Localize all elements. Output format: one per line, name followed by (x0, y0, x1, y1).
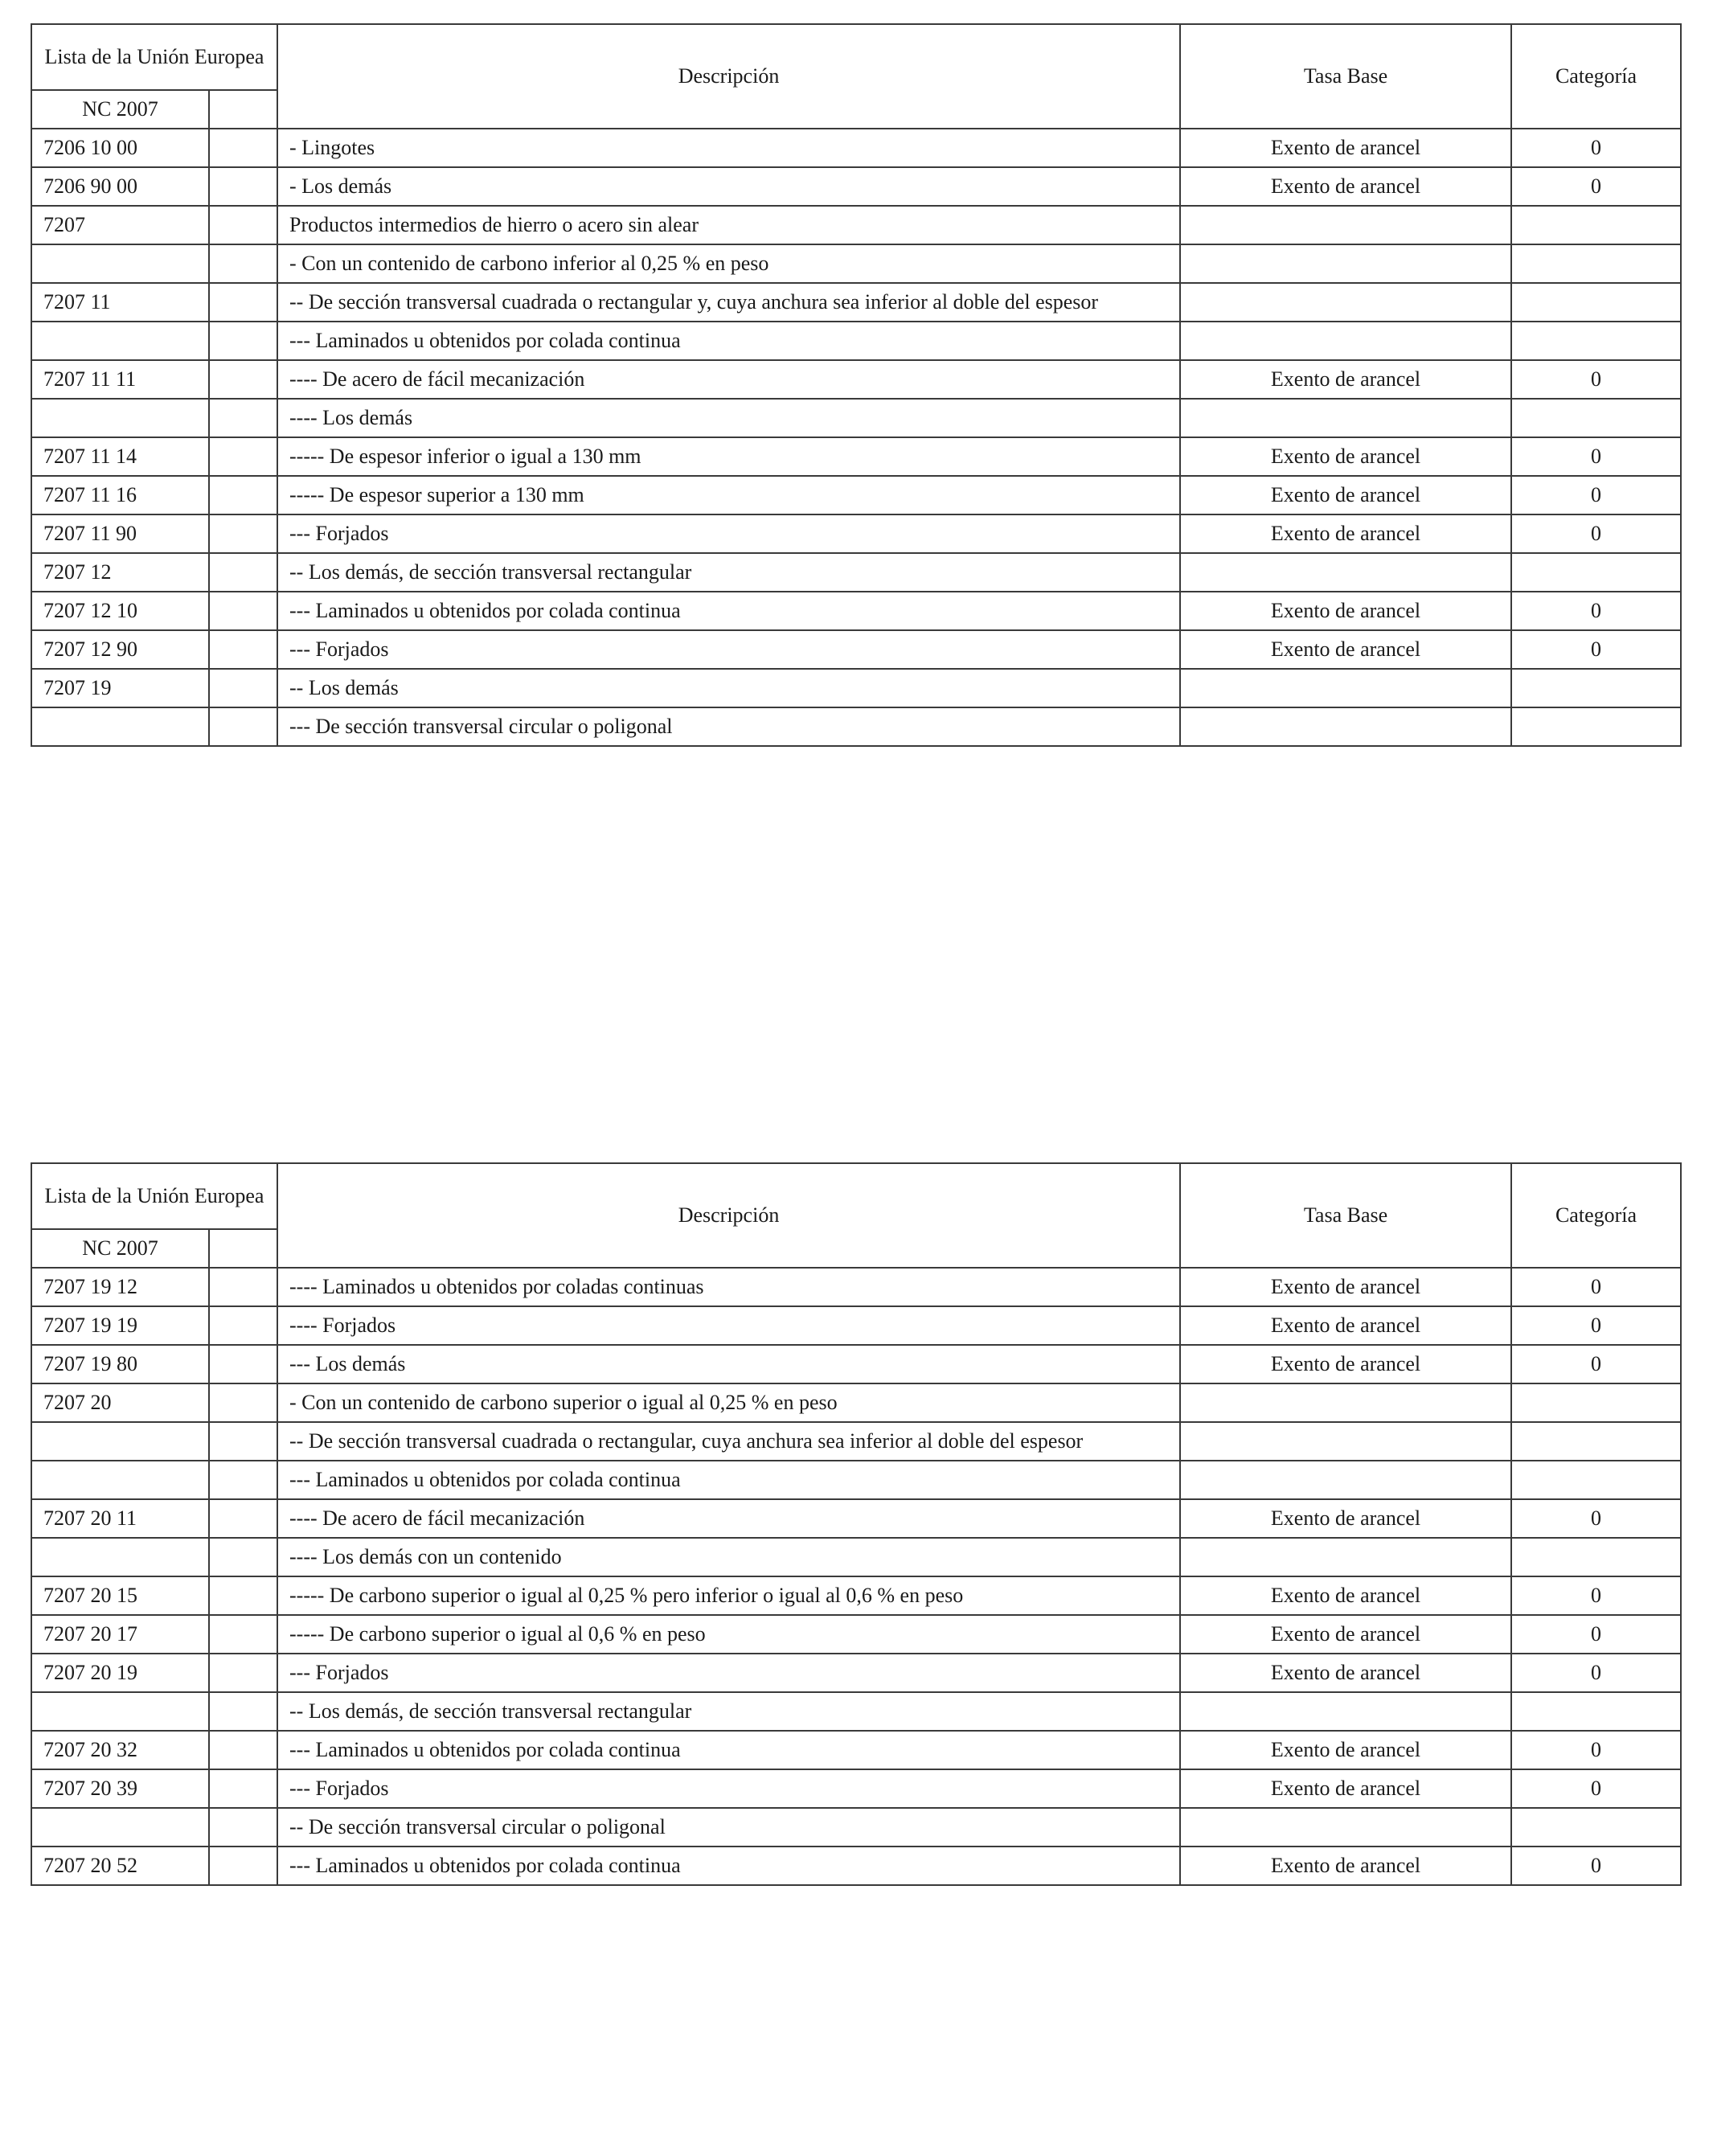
code-cell: 7206 10 00 (31, 129, 209, 167)
category-cell (1511, 553, 1681, 592)
blank-cell (209, 1538, 277, 1576)
code-cell: 7207 19 80 (31, 1345, 209, 1383)
category-header-cell: Categoría (1511, 24, 1681, 129)
code-cell (31, 1538, 209, 1576)
code-cell: 7207 20 52 (31, 1847, 209, 1885)
category-cell: 0 (1511, 1345, 1681, 1383)
category-cell: 0 (1511, 1731, 1681, 1769)
rate-cell (1180, 1422, 1511, 1461)
blank-cell (209, 592, 277, 630)
code-cell: 7207 12 10 (31, 592, 209, 630)
description-cell: -- Los demás (277, 669, 1180, 707)
table-row (31, 399, 1681, 437)
category-cell: 0 (1511, 630, 1681, 669)
table-row (31, 283, 1681, 322)
category-cell: 0 (1511, 360, 1681, 399)
description-cell: --- Los demás (277, 1345, 1180, 1383)
code-cell: 7207 11 (31, 283, 209, 322)
rate-header-cell: Tasa Base (1180, 24, 1511, 129)
description-cell: Productos intermedios de hierro o acero sin alear (277, 206, 1180, 244)
description-cell: --- De sección transversal circular o poligonal (277, 707, 1180, 746)
code-cell: 7207 20 32 (31, 1731, 209, 1769)
description-cell: ---- De acero de fácil mecanización (277, 1499, 1180, 1538)
category-cell: 0 (1511, 437, 1681, 476)
tariff-table-body (31, 1163, 1681, 1885)
description-cell: ---- Los demás (277, 399, 1180, 437)
rate-cell (1180, 283, 1511, 322)
code-cell: 7207 20 11 (31, 1499, 209, 1538)
description-cell: ---- Forjados (277, 1306, 1180, 1345)
table-row (31, 592, 1681, 630)
code-cell: 7207 19 12 (31, 1268, 209, 1306)
code-cell: 7207 20 19 (31, 1654, 209, 1692)
description-cell: - Lingotes (277, 129, 1180, 167)
rate-cell: Exento de arancel (1180, 437, 1511, 476)
code-cell: 7207 12 (31, 553, 209, 592)
nc-header-cell: NC 2007 (31, 1229, 209, 1268)
code-cell: 7207 11 14 (31, 437, 209, 476)
table-row (31, 1383, 1681, 1422)
table-row (31, 669, 1681, 707)
blank-cell (209, 1769, 277, 1808)
rate-cell (1180, 322, 1511, 360)
table-row (31, 1692, 1681, 1731)
rate-cell (1180, 399, 1511, 437)
rate-cell: Exento de arancel (1180, 1576, 1511, 1615)
rate-cell: Exento de arancel (1180, 1345, 1511, 1383)
code-cell: 7207 12 90 (31, 630, 209, 669)
rate-cell: Exento de arancel (1180, 1847, 1511, 1885)
description-cell: --- Forjados (277, 514, 1180, 553)
table-row (31, 1847, 1681, 1885)
description-cell: ----- De espesor inferior o igual a 130 mm (277, 437, 1180, 476)
rate-cell: Exento de arancel (1180, 476, 1511, 514)
category-cell (1511, 322, 1681, 360)
table-row (31, 1576, 1681, 1615)
category-cell (1511, 1461, 1681, 1499)
description-cell: - Con un contenido de carbono superior o igual al 0,25 % en peso (277, 1383, 1180, 1422)
table-row (31, 1306, 1681, 1345)
description-cell: - Con un contenido de carbono inferior al 0,25 % en peso (277, 244, 1180, 283)
category-cell: 0 (1511, 476, 1681, 514)
table-row (31, 1345, 1681, 1383)
table-row (31, 244, 1681, 283)
rate-cell: Exento de arancel (1180, 167, 1511, 206)
code-cell (31, 244, 209, 283)
blank-cell (209, 360, 277, 399)
description-cell: ----- De espesor superior a 130 mm (277, 476, 1180, 514)
description-cell: ----- De carbono superior o igual al 0,6 % en peso (277, 1615, 1180, 1654)
code-cell: 7207 19 (31, 669, 209, 707)
description-cell: ----- De carbono superior o igual al 0,25 % pero inferior o igual al 0,6 % en peso (277, 1576, 1180, 1615)
tariff-table-2 (31, 1162, 1682, 1886)
blank-cell (209, 1461, 277, 1499)
list-header-cell: Lista de la Unión Europea (31, 1163, 277, 1229)
blank-cell (209, 399, 277, 437)
code-cell (31, 322, 209, 360)
description-cell: --- Laminados u obtenidos por colada continua (277, 592, 1180, 630)
category-cell: 0 (1511, 167, 1681, 206)
code-cell (31, 399, 209, 437)
table-row (31, 514, 1681, 553)
code-cell: 7207 20 15 (31, 1576, 209, 1615)
blank-cell (209, 1808, 277, 1847)
table-row (31, 206, 1681, 244)
blank-cell (209, 669, 277, 707)
code-cell (31, 707, 209, 746)
category-cell (1511, 244, 1681, 283)
code-cell (31, 1422, 209, 1461)
table-row (31, 167, 1681, 206)
code-cell: 7206 90 00 (31, 167, 209, 206)
blank-header-cell (209, 90, 277, 129)
tariff-table-1 (31, 23, 1682, 747)
category-cell: 0 (1511, 1654, 1681, 1692)
code-cell: 7207 11 90 (31, 514, 209, 553)
blank-cell (209, 283, 277, 322)
table-row (31, 129, 1681, 167)
table-row (31, 1422, 1681, 1461)
blank-cell (209, 1306, 277, 1345)
table-row (31, 1461, 1681, 1499)
table-row (31, 1268, 1681, 1306)
code-cell: 7207 11 11 (31, 360, 209, 399)
description-cell: --- Laminados u obtenidos por colada continua (277, 1847, 1180, 1885)
table-header-row (31, 1163, 1681, 1229)
description-header-cell: Descripción (277, 1163, 1180, 1268)
blank-cell (209, 630, 277, 669)
rate-cell: Exento de arancel (1180, 1654, 1511, 1692)
rate-cell (1180, 1383, 1511, 1422)
description-cell: --- Laminados u obtenidos por colada continua (277, 1461, 1180, 1499)
blank-cell (209, 167, 277, 206)
description-cell: -- Los demás, de sección transversal rectangular (277, 1692, 1180, 1731)
table-row (31, 1538, 1681, 1576)
blank-cell (209, 1692, 277, 1731)
rate-cell: Exento de arancel (1180, 1306, 1511, 1345)
rate-cell (1180, 244, 1511, 283)
description-header-cell: Descripción (277, 24, 1180, 129)
table-row (31, 360, 1681, 399)
category-cell: 0 (1511, 1499, 1681, 1538)
blank-cell (209, 1383, 277, 1422)
description-cell: --- Forjados (277, 1769, 1180, 1808)
rate-cell (1180, 553, 1511, 592)
rate-cell: Exento de arancel (1180, 514, 1511, 553)
code-cell (31, 1808, 209, 1847)
category-cell (1511, 707, 1681, 746)
category-header-cell: Categoría (1511, 1163, 1681, 1268)
rate-cell (1180, 1692, 1511, 1731)
rate-header-cell: Tasa Base (1180, 1163, 1511, 1268)
table-row (31, 437, 1681, 476)
description-cell: - Los demás (277, 167, 1180, 206)
category-cell (1511, 206, 1681, 244)
rate-cell (1180, 1461, 1511, 1499)
rate-cell: Exento de arancel (1180, 1769, 1511, 1808)
rate-cell (1180, 1538, 1511, 1576)
table-row (31, 1808, 1681, 1847)
description-cell: -- De sección transversal cuadrada o rectangular y, cuya anchura sea inferior al doble del espesor (277, 283, 1180, 322)
table-row (31, 1654, 1681, 1692)
blank-cell (209, 1654, 277, 1692)
category-cell (1511, 1422, 1681, 1461)
description-cell: -- Los demás, de sección transversal rectangular (277, 553, 1180, 592)
rate-cell (1180, 1808, 1511, 1847)
nc-header-cell: NC 2007 (31, 90, 209, 129)
code-cell: 7207 20 (31, 1383, 209, 1422)
category-cell: 0 (1511, 1576, 1681, 1615)
table-row (31, 1615, 1681, 1654)
description-cell: ---- Laminados u obtenidos por coladas continuas (277, 1268, 1180, 1306)
blank-cell (209, 206, 277, 244)
blank-cell (209, 437, 277, 476)
rate-cell: Exento de arancel (1180, 592, 1511, 630)
category-cell: 0 (1511, 1847, 1681, 1885)
table-row (31, 630, 1681, 669)
table-row (31, 1499, 1681, 1538)
description-cell: --- Forjados (277, 1654, 1180, 1692)
rate-cell: Exento de arancel (1180, 1499, 1511, 1538)
blank-cell (209, 1731, 277, 1769)
rate-cell: Exento de arancel (1180, 1731, 1511, 1769)
category-cell: 0 (1511, 129, 1681, 167)
rate-cell: Exento de arancel (1180, 1268, 1511, 1306)
table-row (31, 1769, 1681, 1808)
code-cell: 7207 19 19 (31, 1306, 209, 1345)
description-cell: -- De sección transversal circular o poligonal (277, 1808, 1180, 1847)
blank-cell (209, 1422, 277, 1461)
blank-cell (209, 1499, 277, 1538)
description-cell: -- De sección transversal cuadrada o rectangular, cuya anchura sea inferior al doble del espesor (277, 1422, 1180, 1461)
code-cell (31, 1692, 209, 1731)
code-cell (31, 1461, 209, 1499)
code-cell: 7207 20 39 (31, 1769, 209, 1808)
blank-cell (209, 322, 277, 360)
blank-cell (209, 514, 277, 553)
rate-cell: Exento de arancel (1180, 360, 1511, 399)
category-cell (1511, 1538, 1681, 1576)
category-cell (1511, 283, 1681, 322)
category-cell: 0 (1511, 1306, 1681, 1345)
description-cell: --- Laminados u obtenidos por colada continua (277, 1731, 1180, 1769)
category-cell (1511, 1383, 1681, 1422)
table-row (31, 476, 1681, 514)
blank-cell (209, 129, 277, 167)
tariff-table-body (31, 24, 1681, 746)
blank-cell (209, 1345, 277, 1383)
category-cell: 0 (1511, 514, 1681, 553)
blank-cell (209, 1847, 277, 1885)
category-cell (1511, 1808, 1681, 1847)
blank-cell (209, 1268, 277, 1306)
description-cell: ---- Los demás con un contenido (277, 1538, 1180, 1576)
rate-cell (1180, 206, 1511, 244)
category-cell: 0 (1511, 592, 1681, 630)
rate-cell: Exento de arancel (1180, 129, 1511, 167)
rate-cell: Exento de arancel (1180, 630, 1511, 669)
table-row (31, 322, 1681, 360)
blank-cell (209, 476, 277, 514)
category-cell (1511, 669, 1681, 707)
blank-header-cell (209, 1229, 277, 1268)
blank-cell (209, 244, 277, 283)
blank-cell (209, 553, 277, 592)
rate-cell (1180, 707, 1511, 746)
table-row (31, 707, 1681, 746)
rate-cell: Exento de arancel (1180, 1615, 1511, 1654)
code-cell: 7207 (31, 206, 209, 244)
list-header-cell: Lista de la Unión Europea (31, 24, 277, 90)
description-cell: --- Forjados (277, 630, 1180, 669)
table-row (31, 1731, 1681, 1769)
category-cell (1511, 399, 1681, 437)
code-cell: 7207 11 16 (31, 476, 209, 514)
blank-cell (209, 1576, 277, 1615)
table-header-row (31, 24, 1681, 90)
code-cell: 7207 20 17 (31, 1615, 209, 1654)
blank-cell (209, 1615, 277, 1654)
category-cell: 0 (1511, 1769, 1681, 1808)
rate-cell (1180, 669, 1511, 707)
description-cell: ---- De acero de fácil mecanización (277, 360, 1180, 399)
category-cell: 0 (1511, 1268, 1681, 1306)
description-cell: --- Laminados u obtenidos por colada continua (277, 322, 1180, 360)
table-row (31, 553, 1681, 592)
category-cell (1511, 1692, 1681, 1731)
category-cell: 0 (1511, 1615, 1681, 1654)
blank-cell (209, 707, 277, 746)
